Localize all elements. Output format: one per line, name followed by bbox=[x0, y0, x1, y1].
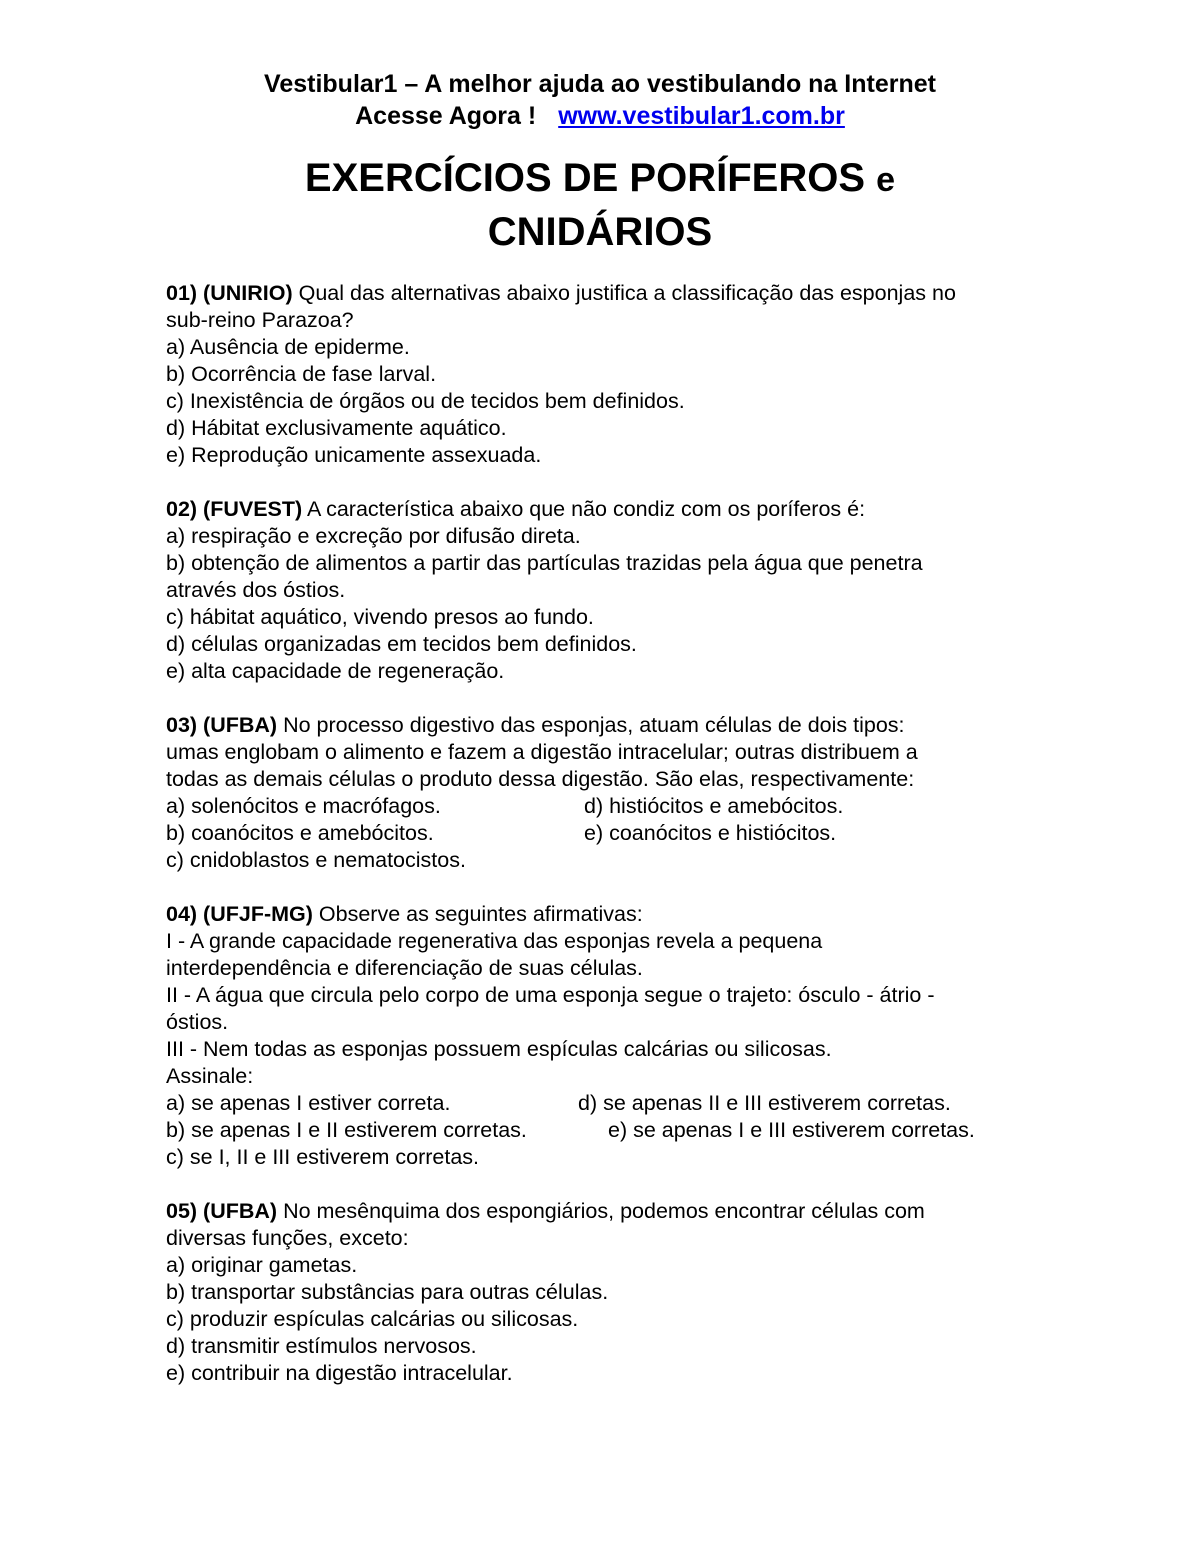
question-stem-line: todas as demais células o produto dessa digestão. São elas, respectivamente: bbox=[166, 767, 915, 791]
option-d: d) transmitir estímulos nervosos. bbox=[166, 1334, 477, 1358]
option-e: e) Reprodução unicamente assexuada. bbox=[166, 443, 542, 467]
title-line-2: CNIDÁRIOS bbox=[487, 210, 713, 254]
option-c: c) Inexistência de órgãos ou de tecidos bem definidos. bbox=[166, 389, 685, 413]
option-a: a) solenócitos e macrófagos. bbox=[166, 794, 441, 818]
options-row bbox=[166, 1090, 1046, 1117]
options-row bbox=[166, 1117, 1046, 1144]
question-number: 04) (UFJF-MG) bbox=[166, 902, 313, 926]
option-b: b) obtenção de alimentos a partir das partículas trazidas pela água que penetra bbox=[166, 551, 923, 575]
question-number: 05) (UFBA) bbox=[166, 1199, 278, 1223]
option-d: d) histiócitos e amebócitos. bbox=[584, 794, 844, 818]
statement-line: I - A grande capacidade regenerativa das esponjas revela a pequena bbox=[166, 929, 823, 953]
header-tagline: Vestibular1 – A melhor ajuda ao vestibulando na Internet bbox=[264, 70, 936, 98]
question-02 bbox=[166, 496, 1046, 685]
option-e: e) alta capacidade de regeneração. bbox=[166, 659, 505, 683]
option-b: b) Ocorrência de fase larval. bbox=[166, 362, 437, 386]
question-stem-line: sub-reino Parazoa? bbox=[166, 308, 354, 332]
option-c: c) produzir espículas calcárias ou silicosas. bbox=[166, 1307, 579, 1331]
question-stem: 05) (UFBA) No mesênquima dos espongiários, podemos encontrar células com bbox=[166, 1199, 925, 1223]
option-b: b) se apenas I e II estiverem corretas. bbox=[166, 1118, 527, 1142]
option-a: a) originar gametas. bbox=[166, 1253, 358, 1277]
question-stem: 03) (UFBA) No processo digestivo das esponjas, atuam células de dois tipos: bbox=[166, 713, 905, 737]
question-stem: 02) (FUVEST) A característica abaixo que não condiz com os poríferos é: bbox=[166, 497, 866, 521]
question-05 bbox=[166, 1198, 1046, 1387]
option-b: b) transportar substâncias para outras células. bbox=[166, 1280, 609, 1304]
question-number: 01) (UNIRIO) bbox=[166, 281, 293, 305]
question-03 bbox=[166, 712, 1046, 874]
option-e: e) coanócitos e histiócitos. bbox=[584, 821, 837, 845]
question-number: 02) (FUVEST) bbox=[166, 497, 303, 521]
statement-line: II - A água que circula pelo corpo de uma esponja segue o trajeto: ósculo - átrio - bbox=[166, 983, 935, 1007]
option-c: c) se I, II e III estiverem corretas. bbox=[166, 1145, 480, 1169]
instruction-line: Assinale: bbox=[166, 1064, 254, 1088]
option-a: a) respiração e excreção por difusão direta. bbox=[166, 524, 581, 548]
options-row bbox=[166, 820, 1046, 847]
statement-line: óstios. bbox=[166, 1010, 229, 1034]
question-04 bbox=[166, 901, 1046, 1171]
options-row bbox=[166, 793, 1046, 820]
site-link[interactable]: www.vestibular1.com.br bbox=[558, 102, 845, 130]
question-stem: 04) (UFJF-MG) Observe as seguintes afirmativas: bbox=[166, 902, 643, 926]
header-access-line bbox=[0, 100, 1200, 132]
question-stem-line: diversas funções, exceto: bbox=[166, 1226, 409, 1250]
option-e: e) contribuir na digestão intracelular. bbox=[166, 1361, 513, 1385]
option-a: a) se apenas I estiver correta. bbox=[166, 1091, 451, 1115]
question-stem: 01) (UNIRIO) Qual das alternativas abaixo justifica a classificação das esponjas no bbox=[166, 281, 956, 305]
title-suffix: e bbox=[876, 161, 896, 199]
option-c: c) hábitat aquático, vivendo presos ao fundo. bbox=[166, 605, 594, 629]
title-main: EXERCÍCIOS DE PORÍFEROS bbox=[304, 156, 866, 200]
option-d: d) se apenas II e III estiverem corretas. bbox=[578, 1091, 951, 1115]
option-c: c) cnidoblastos e nematocistos. bbox=[166, 848, 466, 872]
questions-list bbox=[166, 280, 1046, 1414]
option-a: a) Ausência de epiderme. bbox=[166, 335, 410, 359]
document-title bbox=[0, 152, 1200, 258]
option-e: e) se apenas I e III estiverem corretas. bbox=[608, 1118, 975, 1142]
option-d: d) células organizadas em tecidos bem definidos. bbox=[166, 632, 637, 656]
title-line-1 bbox=[0, 152, 1200, 206]
page-header bbox=[0, 68, 1200, 132]
option-b-continued: através dos óstios. bbox=[166, 578, 346, 602]
statement-line: III - Nem todas as esponjas possuem espículas calcárias ou silicosas. bbox=[166, 1037, 832, 1061]
question-stem-line: umas englobam o alimento e fazem a digestão intracelular; outras distribuem a bbox=[166, 740, 918, 764]
question-number: 03) (UFBA) bbox=[166, 713, 278, 737]
option-b: b) coanócitos e amebócitos. bbox=[166, 821, 434, 845]
header-access-label: Acesse Agora ! bbox=[355, 102, 537, 130]
statement-line: interdependência e diferenciação de suas células. bbox=[166, 956, 643, 980]
option-d: d) Hábitat exclusivamente aquático. bbox=[166, 416, 507, 440]
question-01 bbox=[166, 280, 1046, 469]
